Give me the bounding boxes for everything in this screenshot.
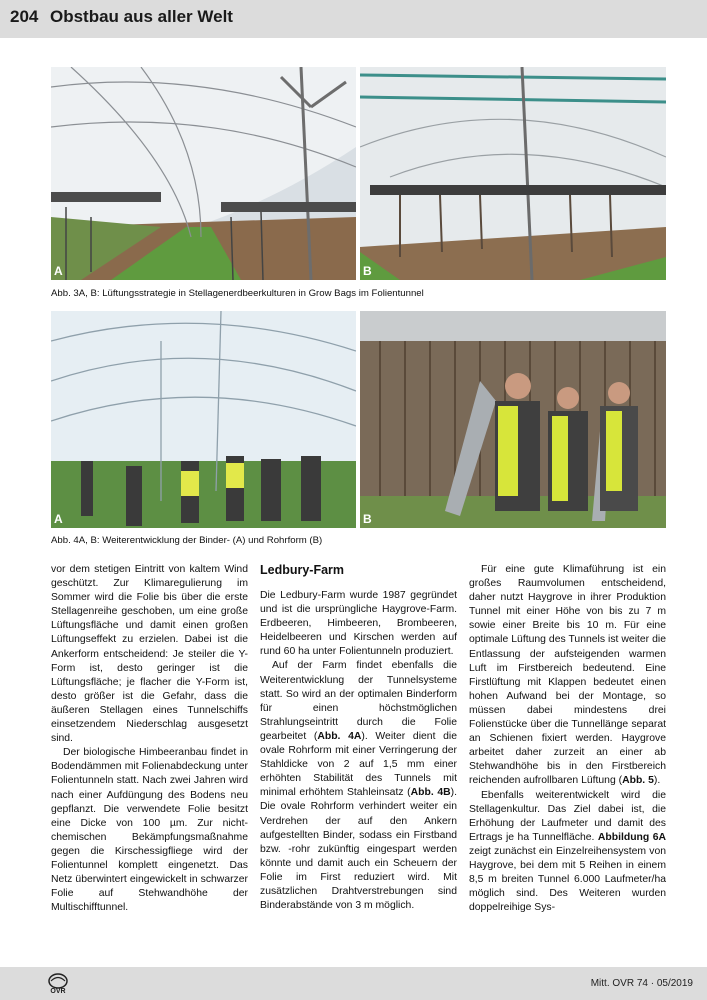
- page-header: [0, 0, 707, 38]
- figure-3-caption: Abb. 3A, B: Lüftungsstrategie in Stellagenerdbeerkulturen in Grow Bags im Folientunnel: [51, 288, 424, 299]
- section-heading: Ledbury-Farm: [260, 563, 345, 577]
- svg-text:OVR: OVR: [50, 988, 66, 994]
- figure-reference: Abbildung 6A: [597, 831, 666, 843]
- figure-4-caption: Abb. 4A, B: Weiterentwicklung der Binder- (A) und Rohrform (B): [51, 535, 323, 546]
- text-column-1: [51, 563, 248, 915]
- figure-reference: Abb. 5: [622, 775, 654, 787]
- paragraph: Ebenfalls weiterentwickelt wird die Stellagenkultur. Das Ziel dabei ist, die Erhöhung der Laufmeter und damit des Ertrags je ha Tunnelfläche. Abbildung 6A zeigt zunächst ein Einzelreihensystem von Haygrove, bei dem mit 5 Reihen in einem 8,5 m breiten Tunnel 6.000 Laufmeter/ha möglich sind. Des Weiteren wurden doppelreihige Sys-: [469, 789, 666, 914]
- text-column-2: [260, 563, 457, 913]
- section-title: Obstbau aus aller Welt: [50, 7, 233, 26]
- figure-4a-photo: [51, 311, 356, 528]
- figure-reference: Abb. 4A: [317, 730, 362, 742]
- paragraph: Die Ledbury-Farm wurde 1987 gegründet und ist die ursprüngliche Haygrove-Farm. Erdbeeren, Himbeeren, Brombeeren, Heidelbeeren und Kirschen werden auf rund 60 ha unter Folientunneln produziert.: [260, 590, 457, 658]
- page-number: 204: [10, 7, 39, 26]
- figure-reference: Abb. 4B: [410, 787, 451, 799]
- figure-4b-photo: [360, 311, 666, 528]
- paragraph: Für eine gute Klimaführung ist ein großes Raumvolumen entscheidend, daher nutzt Haygrove in ihrer Produktion Tunnel mit einer Höhe von bis zu 7 m sowie einer Breite bis 10 m. Für eine optimale Lüftung des Tunnels ist weiter die Entlassung der aufsteigenden warmen Luft im Firstbereich bedeutend. Eine Firstlüftung mit Klappen bedeutet einen hohen Aufwand bei der Montage, so müssen dabei mindestens drei Folienstücke über die Tunnellänge separat an Schienen fixiert werden. Haygrove arbeitet daher zurzeit an einer ab Stehwandhöhe bis in den Firstbereich reichenden aufrollbaren Lüftung (Abb. 5).: [469, 564, 666, 787]
- figure-3b-photo: [360, 67, 666, 280]
- ovr-logo-icon: [44, 972, 72, 994]
- figure-3a-label: A: [54, 264, 63, 278]
- issue-info: Mitt. OVR 74 · 05/2019: [590, 978, 693, 989]
- figure-3b-label: B: [363, 264, 372, 278]
- paragraph: Der biologische Himbeeranbau findet in Bodendämmen mit Folienabdeckung unter Folientunneln statt. Nach zwei Jahren wird nach einer Aufdüngung des Bodens neu gepflanzt. Die verwendete Folie besitzt eine Dicke von 100 µm. Zur nicht-chemischen Bekämpfungsmaßnahme gegen die Kirschessigfliege wird der Folientunnel komplett eingenetzt. Das Netz überwintert eingewickelt in schwarzer Folie auf Stehwandhöhe der Multischifftunnel.: [51, 747, 248, 914]
- paragraph: Auf der Farm findet ebenfalls die Weiterentwicklung der Tunnelsysteme statt. So wird an der optimalen Binderform für einen höchstmöglichen Strahlungseintritt durch die Folie gearbeitet (Abb. 4A). Weiter dient die ovale Rohrform mit einer Verringerung der Stahldicke von 2 auf 1,5 mm einer erhöhten Stabilität des Tunnels mit minimal erhöhtem Stahleinsatz (Abb. 4B). Die ovale Rohrform verhindert weiter ein Verdrehen der auf den Ankern aufgestellten Binder, sodass ein Firstband bzw. -rohr zukünftig eingespart werden könnte und damit auch ein Scheuern der Folie im First reduziert wird. Mit zusätzlichen Drahtverstrebungen sind Binderabstände von 3 m möglich.: [260, 660, 457, 912]
- figure-4b-label: B: [363, 512, 372, 526]
- paragraph: vor dem stetigen Eintritt von kaltem Wind geschützt. Zur Klimaregulierung im Sommer wird die Folie bis über die erste Stellagenreihe geschoben, um eine große Lüftungsfläche und damit einen großen Lüftungseffekt zu erzielen. Dabei ist die Ankerform entscheidend: Je steiler die Y-Form ist, desto geringer ist die Lüftungsfläche; je flacher die Y-Form ist, desto größer ist die Gefahr, dass die äußeren Stellagen eines Tunnelschiffs einsetzendem Niederschlag ausgesetzt sind.: [51, 564, 248, 745]
- figure-4a-label: A: [54, 512, 63, 526]
- page-footer: [0, 967, 707, 1000]
- text-column-3: [469, 563, 666, 915]
- figure-3a-photo: [51, 67, 356, 280]
